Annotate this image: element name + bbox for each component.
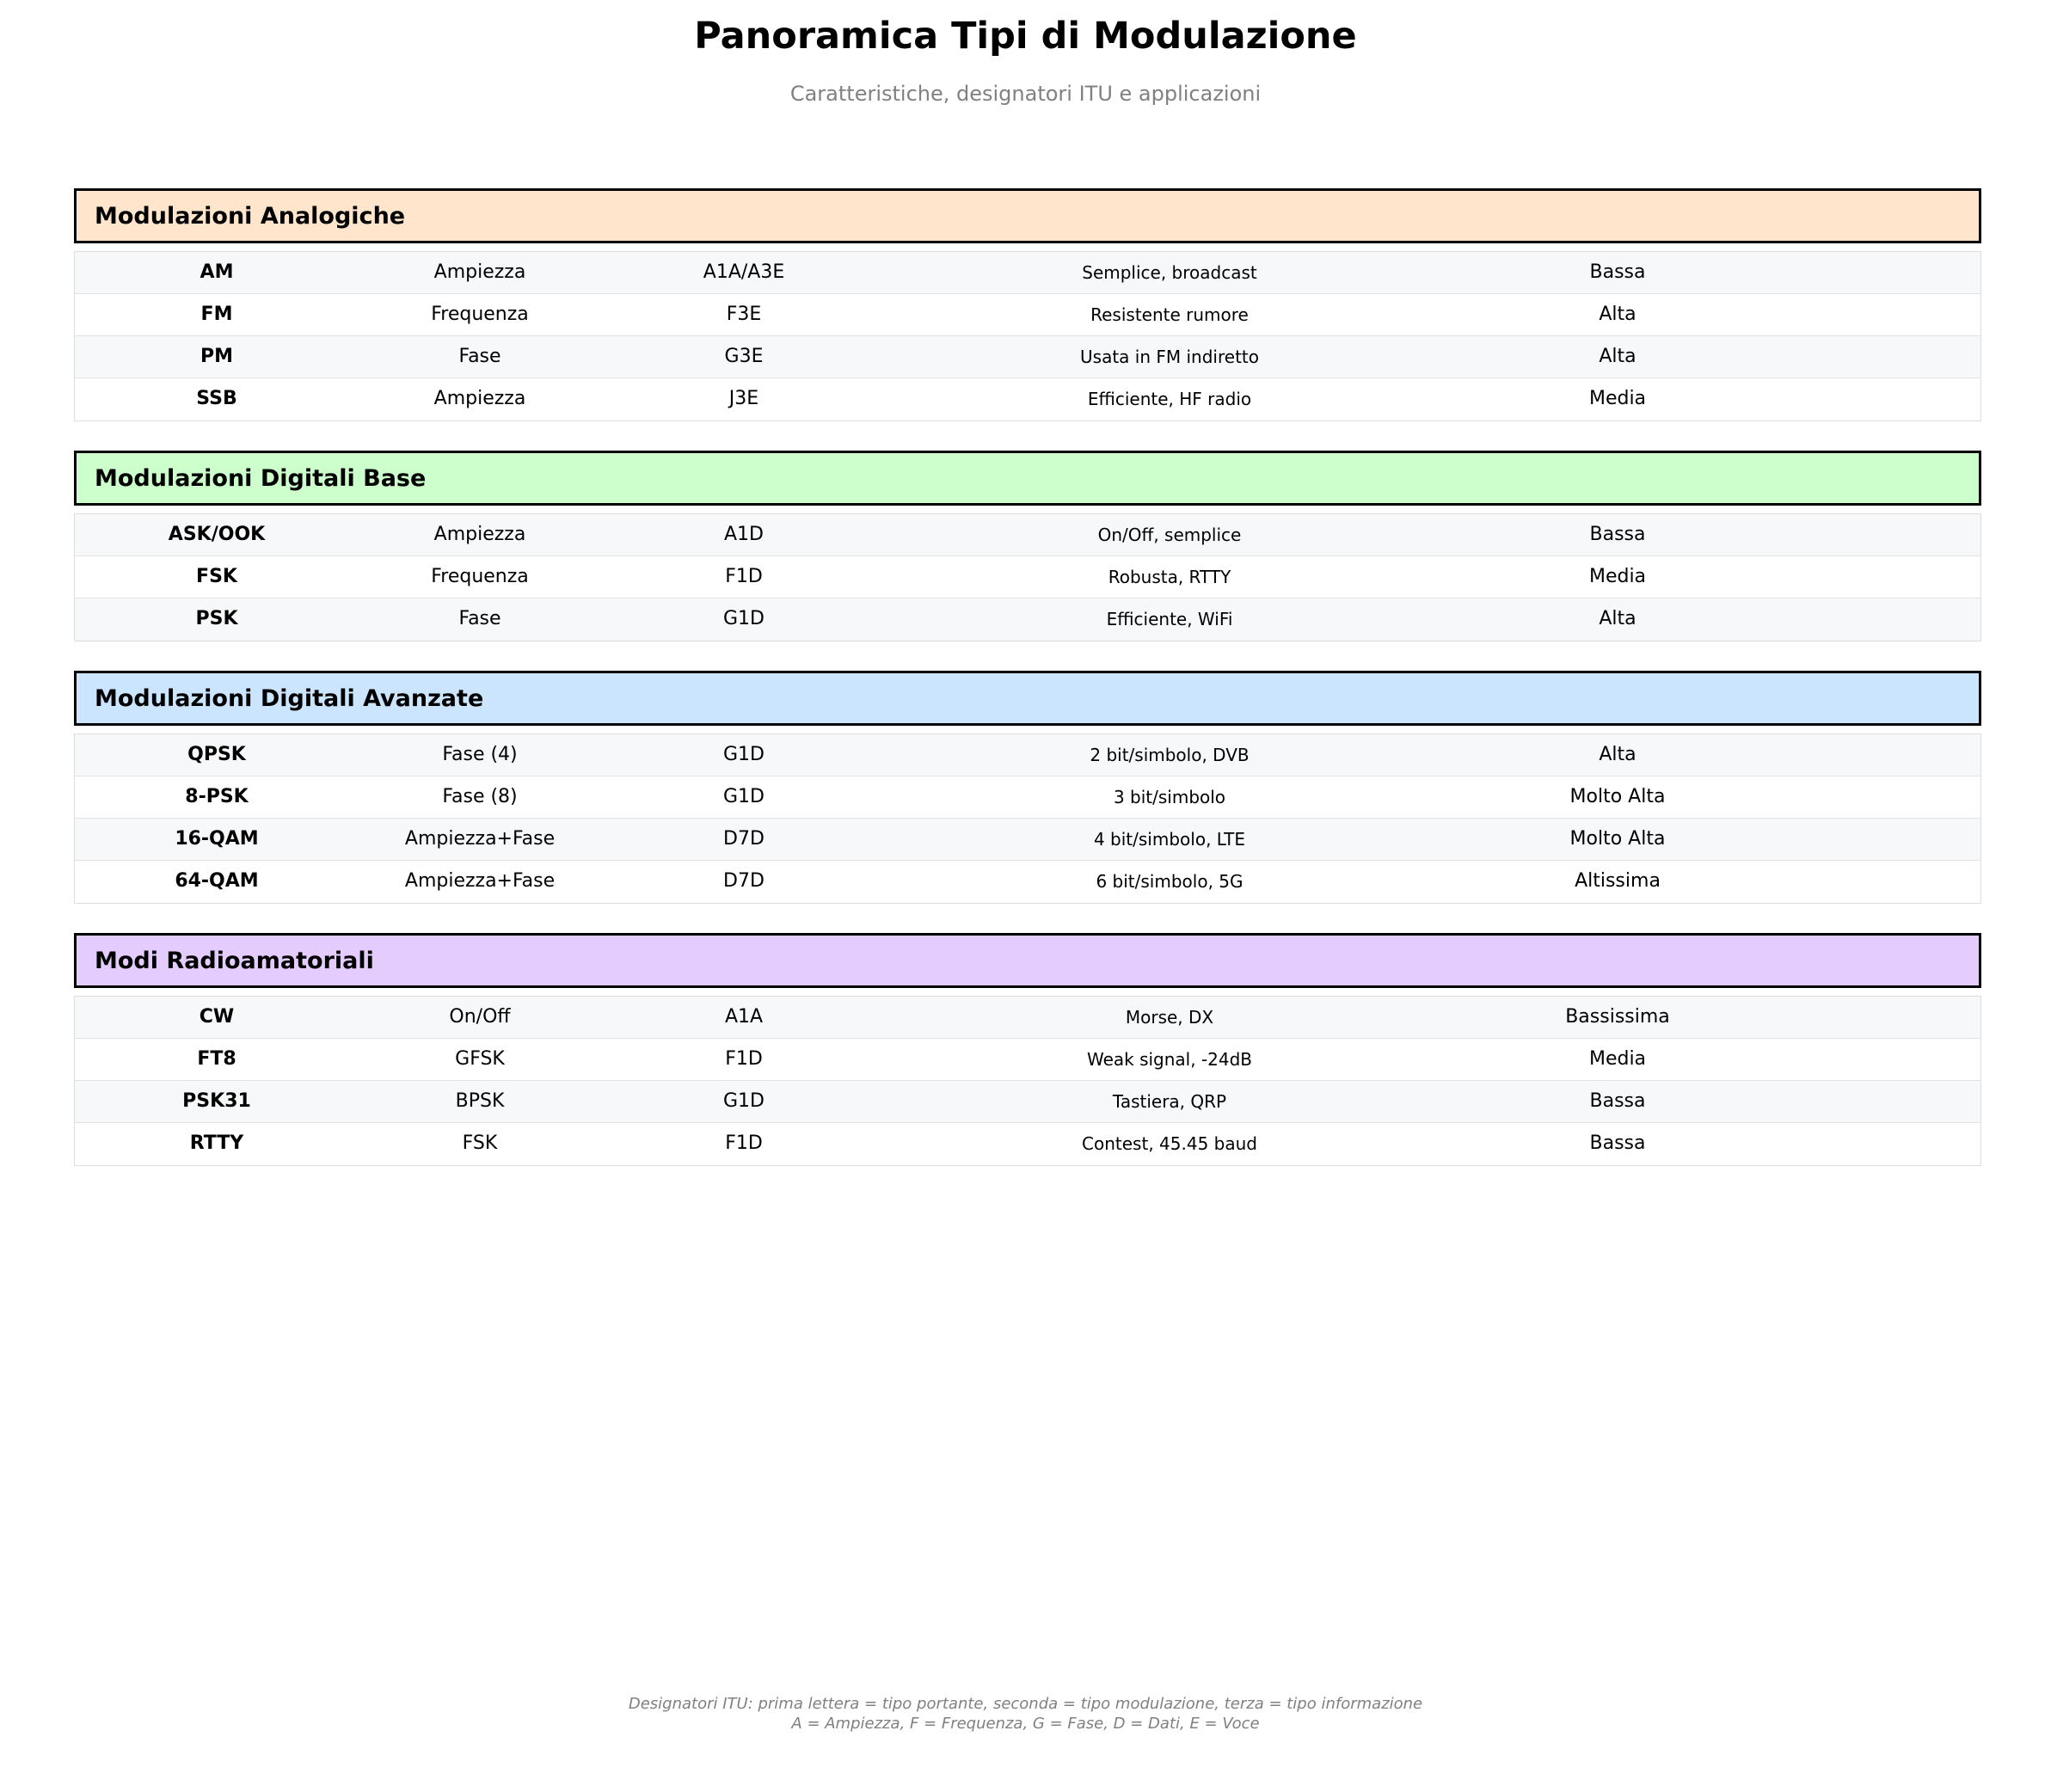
itu-designator-cell: A1A/A3E [703, 261, 785, 283]
spectral-efficiency-cell: Altissima [1575, 870, 1661, 892]
characteristics-cell: Usata in FM indiretto [1080, 347, 1259, 367]
page-subtitle: Caratteristiche, designatori ITU e applicazioni [789, 82, 1262, 106]
mod-type-cell: Fase (8) [442, 786, 518, 807]
characteristics-cell: 6 bit/simbolo, 5G [1096, 871, 1243, 892]
page-title: Panoramica Tipi di Modulazione [694, 15, 1357, 58]
itu-designator-cell: G1D [723, 1090, 765, 1112]
itu-designator-cell: G1D [723, 744, 765, 765]
characteristics-cell: Weak signal, -24dB [1086, 1049, 1253, 1070]
mode-name-cell: RTTY [189, 1132, 244, 1154]
spectral-efficiency-cell: Media [1588, 388, 1647, 409]
itu-designator-cell: G1D [723, 786, 765, 807]
characteristics-cell: Semplice, broadcast [1082, 262, 1257, 283]
spectral-efficiency-cell: Bassa [1589, 1132, 1646, 1154]
table-row [75, 598, 1980, 641]
characteristics-cell: Tastiera, QRP [1112, 1091, 1227, 1112]
mod-type-cell: GFSK [455, 1048, 505, 1070]
itu-designator-cell: G3E [724, 346, 764, 367]
itu-designator-cell: G1D [723, 608, 765, 629]
table-row [75, 336, 1980, 378]
spectral-efficiency-cell: Alta [1599, 304, 1637, 325]
spectral-efficiency-cell: Molto Alta [1569, 828, 1666, 850]
footer-line-2: A = Ampiezza, F = Frequenza, G = Fase, D = Dati, E = Voce [791, 1715, 1260, 1733]
mode-name-cell: PSK31 [182, 1090, 251, 1112]
mode-name-cell: QPSK [187, 744, 246, 765]
spectral-efficiency-cell: Media [1588, 566, 1647, 587]
section-2 [74, 451, 1981, 641]
mode-name-cell: FM [200, 304, 233, 325]
itu-designator-cell: J3E [728, 388, 759, 409]
spectral-efficiency-cell: Bassissima [1565, 1006, 1670, 1028]
itu-designator-cell: F1D [725, 1132, 763, 1154]
section-header: Modi Radioamatoriali [74, 933, 1981, 988]
mod-type-cell: Ampiezza+Fase [404, 828, 556, 850]
mod-type-cell: Fase [458, 346, 501, 367]
section-1 [74, 188, 1981, 421]
mod-type-cell: FSK [462, 1132, 498, 1154]
section-header: Modulazioni Digitali Base [74, 451, 1981, 506]
characteristics-cell: Contest, 45.45 baud [1082, 1133, 1257, 1154]
mode-name-cell: 8-PSK [185, 786, 249, 807]
mode-name-cell: CW [199, 1006, 235, 1028]
characteristics-cell: 4 bit/simbolo, LTE [1093, 829, 1246, 850]
characteristics-cell: Efficiente, HF radio [1087, 389, 1252, 409]
spectral-efficiency-cell: Bassa [1589, 1090, 1646, 1112]
section-table [74, 251, 1981, 421]
mod-type-cell: Ampiezza [433, 261, 526, 283]
mode-name-cell: PSK [195, 608, 238, 629]
table-row [75, 1039, 1980, 1081]
table-row [75, 1081, 1980, 1123]
section-header: Modulazioni Analogiche [74, 188, 1981, 243]
mod-type-cell: Ampiezza [433, 524, 526, 545]
characteristics-cell: Resistente rumore [1090, 304, 1249, 325]
footer-line-1: Designatori ITU: prima lettera = tipo portante, seconda = tipo modulazione, terza = tipo informazione [628, 1695, 1423, 1713]
footer-note [0, 1694, 2051, 1734]
itu-designator-cell: D7D [723, 870, 765, 892]
characteristics-cell: Morse, DX [1125, 1007, 1214, 1028]
table-row [75, 1123, 1980, 1165]
mode-name-cell: SSB [196, 388, 237, 409]
table-row [75, 556, 1980, 598]
table-row [75, 514, 1980, 556]
characteristics-cell: 3 bit/simbolo [1113, 787, 1226, 807]
mod-type-cell: Fase [458, 608, 501, 629]
mod-type-cell: Frequenza [431, 566, 529, 587]
mode-name-cell: PM [200, 346, 234, 367]
itu-designator-cell: F1D [725, 1048, 763, 1070]
spectral-efficiency-cell: Bassa [1589, 524, 1646, 545]
table-row [75, 252, 1980, 294]
mod-type-cell: BPSK [455, 1090, 505, 1112]
table-row [75, 776, 1980, 819]
itu-designator-cell: F3E [726, 304, 762, 325]
itu-designator-cell: F1D [725, 566, 763, 587]
section-4 [74, 933, 1981, 1166]
characteristics-cell: Efficiente, WiFi [1106, 609, 1233, 629]
mode-name-cell: FSK [196, 566, 237, 587]
section-3 [74, 671, 1981, 904]
section-header: Modulazioni Digitali Avanzate [74, 671, 1981, 726]
table-row [75, 378, 1980, 420]
spectral-efficiency-cell: Molto Alta [1569, 786, 1666, 807]
spectral-efficiency-cell: Alta [1599, 346, 1637, 367]
table-row [75, 997, 1980, 1039]
characteristics-cell: Robusta, RTTY [1108, 567, 1231, 587]
characteristics-cell: On/Off, semplice [1097, 525, 1242, 545]
itu-designator-cell: A1D [724, 524, 764, 545]
mod-type-cell: Frequenza [431, 304, 529, 325]
mode-name-cell: FT8 [197, 1048, 236, 1070]
mode-name-cell: 64-QAM [175, 870, 259, 892]
characteristics-cell: 2 bit/simbolo, DVB [1090, 745, 1250, 765]
mod-type-cell: Ampiezza [433, 388, 526, 409]
table-row [75, 734, 1980, 776]
mode-name-cell: ASK/OOK [168, 524, 266, 545]
spectral-efficiency-cell: Alta [1599, 608, 1637, 629]
spectral-efficiency-cell: Alta [1599, 744, 1637, 765]
section-table [74, 733, 1981, 904]
itu-designator-cell: A1A [724, 1006, 764, 1028]
mode-name-cell: 16-QAM [175, 828, 259, 850]
table-row [75, 819, 1980, 861]
mod-type-cell: Ampiezza+Fase [404, 870, 556, 892]
mod-type-cell: On/Off [449, 1006, 511, 1028]
section-table [74, 996, 1981, 1166]
mode-name-cell: AM [200, 261, 234, 283]
mod-type-cell: Fase (4) [442, 744, 518, 765]
section-table [74, 513, 1981, 641]
spectral-efficiency-cell: Media [1588, 1048, 1647, 1070]
table-row [75, 294, 1980, 336]
spectral-efficiency-cell: Bassa [1589, 261, 1646, 283]
table-row [75, 861, 1980, 903]
itu-designator-cell: D7D [723, 828, 765, 850]
